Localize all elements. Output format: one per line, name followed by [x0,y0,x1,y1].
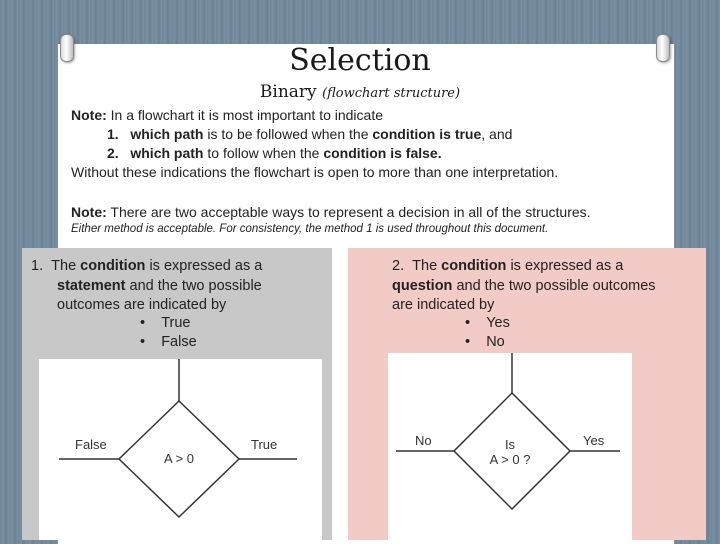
bullet-item: • No [465,334,505,350]
method-text: and the two possible outcomes [452,277,656,294]
item-text: is to be followed when the [203,126,373,142]
method-text: and the two possible [125,277,262,294]
method-two-diagram [388,353,632,540]
subtitle-italic: (flowchart structure) [322,86,461,101]
item-text: , and [481,126,513,142]
method-text: is expressed as a [506,258,624,274]
no-label: No [415,433,432,448]
method-bold: condition [80,258,146,274]
method-bold: question [392,277,453,294]
item-number: 1. [107,126,119,142]
method-bold: condition [441,258,507,274]
note-two [71,203,691,222]
list-item [71,125,681,144]
slide-subtitle [0,81,720,105]
note-label: Note: [71,107,107,123]
subtitle-main: Binary [259,82,317,102]
note-three: Either method is acceptable. For consistency, the method 1 is used throughout this document. [71,223,549,235]
note-intro: In a flowchart it is most important to indicate [106,107,384,123]
method-text: outcomes are indicated by [57,297,227,313]
bullet-item: • Yes [465,315,510,331]
note-outro: Without these indications the flowchart is open to more than one interpretation. [71,164,559,180]
list-item [71,144,681,163]
true-label: True [251,437,278,452]
option-label: True [161,315,191,331]
yes-label: Yes [583,433,605,448]
condition-label: A > 0 [164,451,194,466]
option-label: False [161,334,197,350]
option-label: No [486,334,505,350]
bullet-item: • False [140,334,197,350]
method-number: 1. [31,258,44,274]
question-label-line1: Is [504,437,516,452]
note-paragraph [71,106,681,182]
false-label: False [75,437,107,452]
bullet-item: • True [140,315,191,331]
method-number: 2. [392,258,405,274]
method-text: are indicated by [392,297,495,313]
method-bold: statement [57,277,126,294]
item-number: 2. [107,145,119,161]
method-text: The [51,258,81,274]
item-text: to follow when the [203,145,324,161]
method-two-description [392,257,702,316]
note-text: There are two acceptable ways to represent a decision in all of the structures. [106,204,591,220]
method-one-description [31,257,331,316]
method-text: is expressed as a [145,258,263,274]
question-label-line2: A > 0 ? [489,452,531,467]
note-label: Note: [71,204,107,220]
item-bold: condition is false. [323,145,442,161]
item-bold: which path [130,126,204,142]
item-bold: which path [130,145,204,161]
method-text: The [412,258,442,274]
option-label: Yes [486,315,510,331]
note-list [71,125,681,163]
method-one-diagram [39,359,322,540]
item-bold: condition is true [372,126,482,142]
slide-title: Selection [289,43,431,78]
